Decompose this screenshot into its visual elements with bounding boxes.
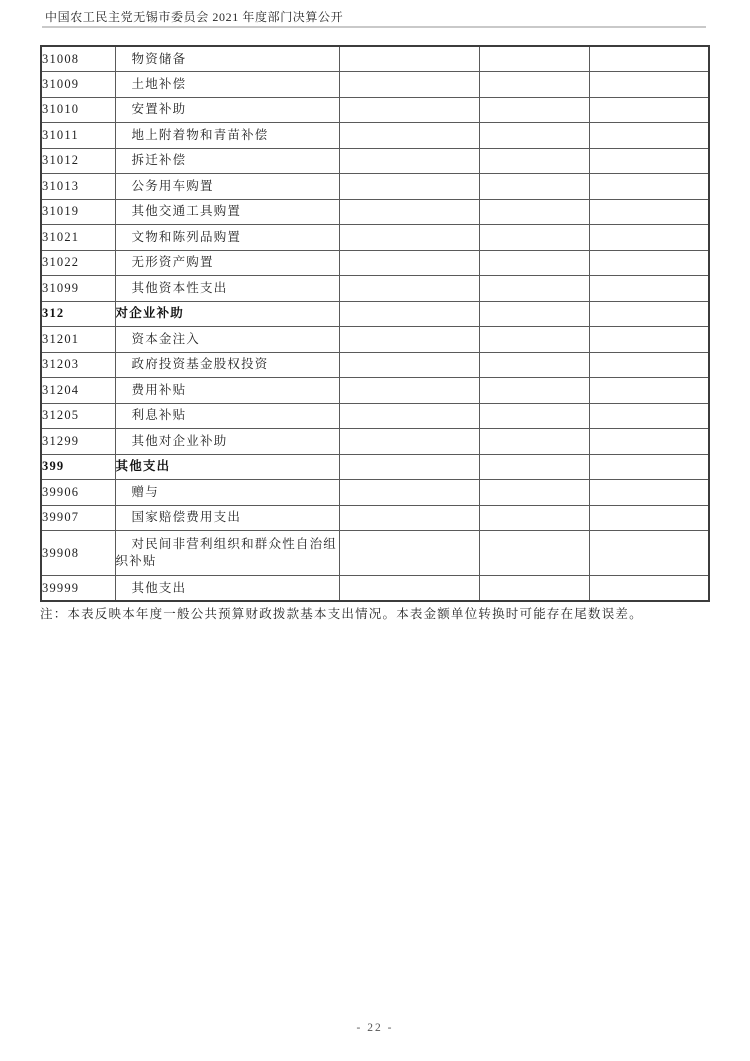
row-value-cell — [339, 301, 479, 327]
row-value-cell — [479, 225, 589, 251]
row-code: 31019 — [41, 199, 115, 225]
budget-table-body — [41, 46, 709, 601]
row-value-cell — [479, 174, 589, 200]
table-row — [41, 123, 709, 149]
row-value-cell — [479, 97, 589, 123]
row-code: 31012 — [41, 148, 115, 174]
table-row — [41, 454, 709, 480]
row-code: 31009 — [41, 72, 115, 98]
row-label: 其他支出 — [115, 576, 339, 602]
table-row — [41, 576, 709, 602]
row-value-cell — [479, 576, 589, 602]
row-label: 对企业补助 — [115, 301, 339, 327]
budget-expenditure-table — [40, 45, 710, 602]
row-value-cell — [589, 97, 709, 123]
row-value-cell — [479, 199, 589, 225]
row-value-cell — [589, 148, 709, 174]
row-value-cell — [589, 301, 709, 327]
row-value-cell — [589, 576, 709, 602]
row-label: 其他支出 — [115, 454, 339, 480]
row-value-cell — [339, 250, 479, 276]
row-value-cell — [339, 576, 479, 602]
row-value-cell — [339, 97, 479, 123]
row-value-cell — [339, 531, 479, 576]
row-value-cell — [339, 276, 479, 302]
row-value-cell — [479, 46, 589, 72]
row-value-cell — [479, 327, 589, 353]
row-code: 31299 — [41, 429, 115, 455]
table-row — [41, 199, 709, 225]
row-value-cell — [589, 123, 709, 149]
row-code: 31099 — [41, 276, 115, 302]
row-value-cell — [339, 403, 479, 429]
table-row — [41, 403, 709, 429]
row-value-cell — [589, 454, 709, 480]
row-value-cell — [479, 403, 589, 429]
table-row — [41, 531, 709, 576]
row-label: 拆迁补偿 — [115, 148, 339, 174]
table-row — [41, 276, 709, 302]
row-value-cell — [479, 72, 589, 98]
row-value-cell — [589, 174, 709, 200]
row-label: 其他交通工具购置 — [115, 199, 339, 225]
row-label: 文物和陈列品购置 — [115, 225, 339, 251]
table-row — [41, 480, 709, 506]
header-divider — [42, 26, 706, 28]
table-row — [41, 327, 709, 353]
row-label: 赠与 — [115, 480, 339, 506]
row-value-cell — [479, 352, 589, 378]
table-row — [41, 72, 709, 98]
row-code: 31204 — [41, 378, 115, 404]
row-value-cell — [339, 225, 479, 251]
row-code: 39907 — [41, 505, 115, 531]
row-value-cell — [339, 199, 479, 225]
table-row — [41, 250, 709, 276]
row-value-cell — [479, 454, 589, 480]
row-value-cell — [479, 378, 589, 404]
row-label: 政府投资基金股权投资 — [115, 352, 339, 378]
row-value-cell — [339, 327, 479, 353]
row-label: 物资储备 — [115, 46, 339, 72]
table-row — [41, 225, 709, 251]
row-value-cell — [339, 429, 479, 455]
row-value-cell — [589, 352, 709, 378]
row-code: 312 — [41, 301, 115, 327]
row-value-cell — [589, 531, 709, 576]
row-label: 安置补助 — [115, 97, 339, 123]
page-number: - 22 - — [356, 1022, 394, 1034]
row-code: 399 — [41, 454, 115, 480]
row-label: 其他资本性支出 — [115, 276, 339, 302]
table-row — [41, 97, 709, 123]
row-label: 土地补偿 — [115, 72, 339, 98]
row-value-cell — [589, 378, 709, 404]
row-label: 利息补贴 — [115, 403, 339, 429]
row-value-cell — [339, 46, 479, 72]
row-label: 资本金注入 — [115, 327, 339, 353]
row-code: 31022 — [41, 250, 115, 276]
row-value-cell — [339, 72, 479, 98]
row-label: 公务用车购置 — [115, 174, 339, 200]
row-label: 地上附着物和青苗补偿 — [115, 123, 339, 149]
row-code: 31203 — [41, 352, 115, 378]
row-value-cell — [479, 505, 589, 531]
row-value-cell — [589, 505, 709, 531]
row-code: 31013 — [41, 174, 115, 200]
row-value-cell — [589, 225, 709, 251]
row-value-cell — [339, 174, 479, 200]
table-footnote: 注：本表反映本年度一般公共预算财政拨款基本支出情况。本表金额单位转换时可能存在尾数误差。 — [40, 607, 643, 621]
row-value-cell — [589, 403, 709, 429]
row-value-cell — [339, 480, 479, 506]
row-code: 39999 — [41, 576, 115, 602]
row-value-cell — [339, 505, 479, 531]
row-value-cell — [479, 301, 589, 327]
row-value-cell — [479, 480, 589, 506]
row-label: 费用补贴 — [115, 378, 339, 404]
row-value-cell — [339, 123, 479, 149]
row-value-cell — [339, 454, 479, 480]
row-value-cell — [589, 250, 709, 276]
row-label: 国家赔偿费用支出 — [115, 505, 339, 531]
row-code: 39906 — [41, 480, 115, 506]
row-value-cell — [589, 480, 709, 506]
table-row — [41, 148, 709, 174]
table-row — [41, 352, 709, 378]
row-code: 31021 — [41, 225, 115, 251]
row-value-cell — [589, 199, 709, 225]
row-label: 无形资产购置 — [115, 250, 339, 276]
row-value-cell — [589, 327, 709, 353]
row-value-cell — [589, 276, 709, 302]
row-value-cell — [479, 276, 589, 302]
row-code: 31011 — [41, 123, 115, 149]
row-label: 其他对企业补助 — [115, 429, 339, 455]
table-row — [41, 505, 709, 531]
table-row — [41, 301, 709, 327]
row-value-cell — [479, 250, 589, 276]
row-value-cell — [479, 123, 589, 149]
row-code: 31010 — [41, 97, 115, 123]
row-value-cell — [479, 148, 589, 174]
row-value-cell — [479, 531, 589, 576]
row-value-cell — [589, 46, 709, 72]
table-row — [41, 378, 709, 404]
row-code: 31205 — [41, 403, 115, 429]
table-row — [41, 174, 709, 200]
row-code: 39908 — [41, 531, 115, 576]
row-label: 对民间非营利组织和群众性自治组织补贴 — [115, 531, 339, 576]
row-value-cell — [589, 429, 709, 455]
row-code: 31201 — [41, 327, 115, 353]
row-value-cell — [339, 378, 479, 404]
row-value-cell — [339, 352, 479, 378]
row-code: 31008 — [41, 46, 115, 72]
table-row — [41, 46, 709, 72]
table-row — [41, 429, 709, 455]
row-value-cell — [339, 148, 479, 174]
page-title: 中国农工民主党无锡市委员会 2021 年度部门决算公开 — [45, 10, 344, 24]
row-value-cell — [479, 429, 589, 455]
row-value-cell — [589, 72, 709, 98]
